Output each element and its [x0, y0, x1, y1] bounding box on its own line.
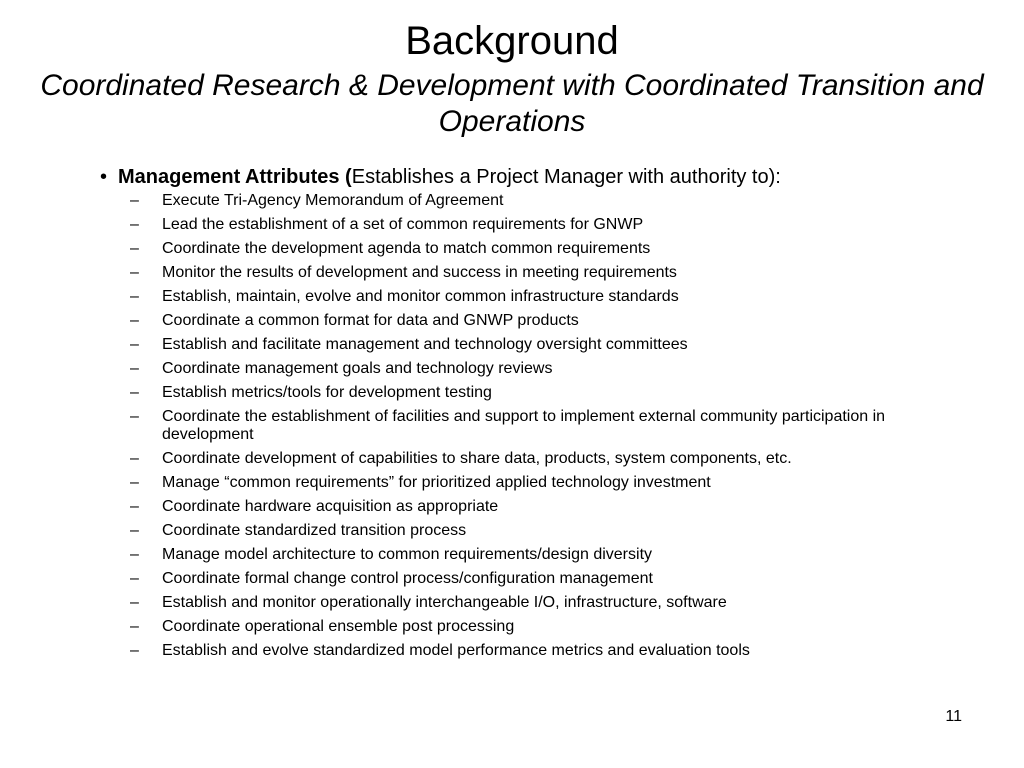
list-item: [130, 312, 980, 330]
list-item-text: Establish and facilitate management and technology oversight committees: [162, 336, 688, 353]
bullet-bold-label: Management Attributes (: [118, 166, 352, 188]
bullet-text: [118, 164, 781, 190]
dash-marker: –: [130, 408, 139, 425]
dash-marker: –: [130, 618, 139, 635]
dash-marker: –: [130, 642, 139, 659]
dash-marker: –: [130, 498, 139, 515]
list-item: [130, 264, 980, 282]
dash-marker: –: [130, 360, 139, 377]
list-item-text: Lead the establishment of a set of common requirements for GNWP: [162, 216, 644, 233]
dash-marker: –: [130, 192, 139, 209]
list-item-text: Establish, maintain, evolve and monitor common infrastructure standards: [162, 288, 679, 305]
dash-marker: –: [130, 570, 139, 587]
dash-marker: –: [130, 288, 139, 305]
slide-title: Background: [405, 19, 619, 63]
dash-marker: –: [130, 474, 139, 491]
list-item: [130, 642, 980, 660]
list-item-text: Monitor the results of development and success in meeting requirements: [162, 264, 677, 281]
list-item-text: Establish and evolve standardized model performance metrics and evaluation tools: [162, 642, 750, 659]
list-item: [130, 288, 980, 306]
list-item: [130, 360, 980, 378]
dash-marker: –: [130, 546, 139, 563]
dash-marker: –: [130, 312, 139, 329]
list-item: [130, 192, 980, 210]
dash-marker: –: [130, 336, 139, 353]
sub-item-list: [100, 192, 980, 660]
slide-content: [100, 164, 980, 666]
list-item-text: Coordinate operational ensemble post processing: [162, 618, 515, 635]
main-bullet: [100, 164, 980, 190]
list-item: [130, 474, 980, 492]
list-item: [130, 384, 980, 402]
list-item: [130, 594, 980, 612]
list-item-text: Establish metrics/tools for development testing: [162, 384, 492, 401]
list-item: [130, 450, 980, 468]
list-item: [130, 498, 980, 516]
dash-marker: –: [130, 594, 139, 611]
list-item-text: Manage model architecture to common requirements/design diversity: [162, 546, 653, 563]
list-item-text: Coordinate the establishment of facilities and support to implement external community participation in development: [162, 408, 886, 443]
list-item-text: Establish and monitor operationally interchangeable I/O, infrastructure, software: [162, 594, 727, 611]
list-item-text: Coordinate hardware acquisition as appropriate: [162, 498, 499, 515]
list-item-text: Coordinate management goals and technology reviews: [162, 360, 553, 377]
dash-marker: –: [130, 264, 139, 281]
list-item-text: Execute Tri-Agency Memorandum of Agreement: [162, 192, 504, 209]
list-item: [130, 570, 980, 588]
list-item-text: Manage “common requirements” for prioritized applied technology investment: [162, 474, 711, 491]
dash-marker: –: [130, 216, 139, 233]
list-item-text: Coordinate development of capabilities to share data, products, system components, etc.: [162, 450, 792, 467]
list-item-text: Coordinate standardized transition process: [162, 522, 467, 539]
list-item: [130, 408, 980, 444]
dash-marker: –: [130, 384, 139, 401]
title-block: [40, 18, 984, 140]
list-item-text: Coordinate the development agenda to match common requirements: [162, 240, 651, 257]
list-item: [130, 336, 980, 354]
dash-marker: –: [130, 450, 139, 467]
bullet-rest: Establishes a Project Manager with authority to):: [351, 166, 781, 188]
list-item-text: Coordinate formal change control process/configuration management: [162, 570, 653, 587]
list-item-text: Coordinate a common format for data and GNWP products: [162, 312, 579, 329]
bullet-marker: •: [100, 166, 108, 188]
list-item: [130, 216, 980, 234]
list-item: [130, 546, 980, 564]
page-number: 11: [945, 708, 962, 725]
dash-marker: –: [130, 522, 139, 539]
list-item: [130, 618, 980, 636]
slide-subtitle: Coordinated Research & Development with Coordinated Transition and Operations: [40, 69, 984, 138]
dash-marker: –: [130, 240, 139, 257]
list-item: [130, 240, 980, 258]
list-item: [130, 522, 980, 540]
